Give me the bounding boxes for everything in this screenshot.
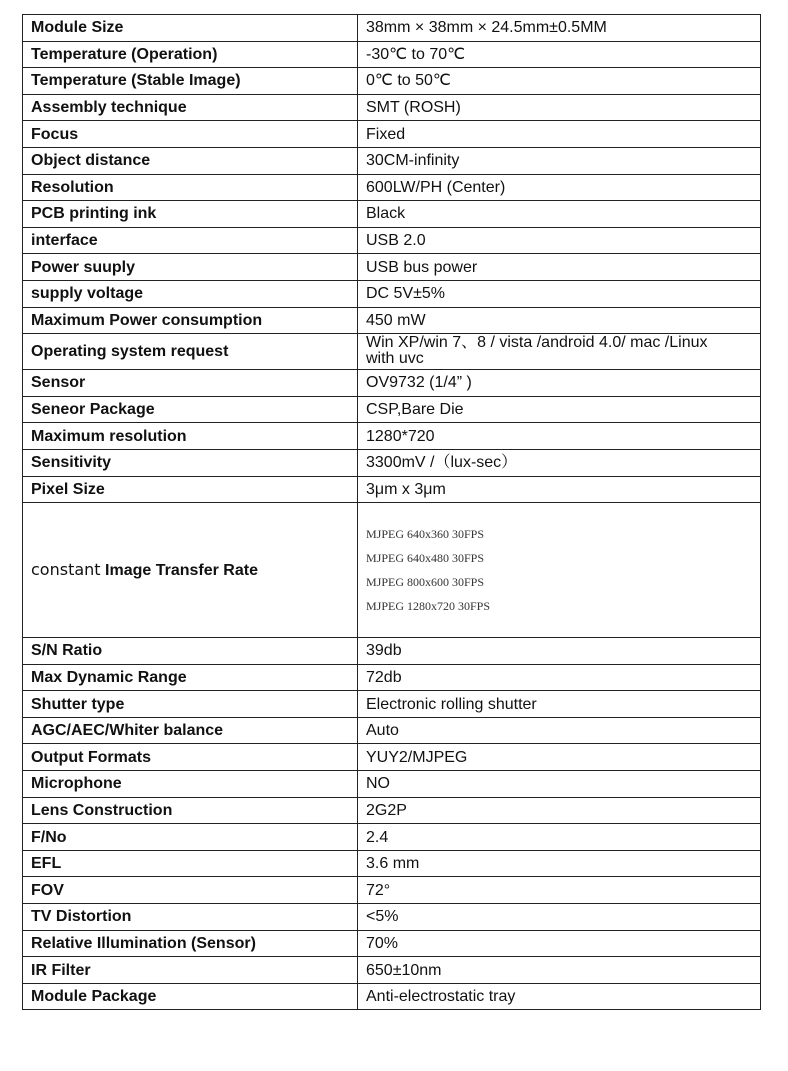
table-row [23,41,761,68]
spec-value: <5% [358,904,761,931]
transfer-rate-line: MJPEG 800x600 30FPS [366,575,485,590]
spec-value: SMT (ROSH) [358,94,761,121]
spec-label: Focus [23,121,358,148]
table-row [23,744,761,771]
table-row [23,254,761,281]
spec-value: 2.4 [358,824,761,851]
table-row [23,664,761,691]
spec-value: Anti-electrostatic tray [358,983,761,1010]
spec-label: EFL [23,850,358,877]
spec-value-line: Win XP/win 7、8 / vista /android 4.0/ mac /Linux [366,334,708,352]
spec-label: Module Size [23,15,358,42]
spec-value: 30CM-infinity [358,147,761,174]
spec-value: 600LW/PH (Center) [358,174,761,201]
spec-label: Module Package [23,983,358,1010]
spec-value: 0℃ to 50℃ [358,68,761,95]
spec-label: Assembly technique [23,94,358,121]
table-row [23,370,761,397]
table-row [23,850,761,877]
spec-label: IR Filter [23,957,358,984]
spec-label: Temperature (Operation) [23,41,358,68]
spec-value: 70% [358,930,761,957]
table-row [23,797,761,824]
table-row [23,307,761,334]
table-row [23,957,761,984]
table-row [23,476,761,503]
table-row [23,638,761,665]
spec-label [23,503,358,638]
spec-value: NO [358,771,761,798]
table-row [23,280,761,307]
spec-value: 3300mV /（lux-sec） [358,449,761,476]
spec-value-line: with uvc [366,350,424,368]
transfer-rate-line: MJPEG 1280x720 30FPS [366,599,491,614]
spec-label: Resolution [23,174,358,201]
table-row [23,15,761,42]
spec-value [358,334,761,370]
spec-label-prefix: constant [31,560,101,580]
spec-label: Maximum Power consumption [23,307,358,334]
spec-value: OV9732 (1/4” ) [358,370,761,397]
spec-value: 2G2P [358,797,761,824]
spec-label: Operating system request [23,334,358,370]
spec-label: Max Dynamic Range [23,664,358,691]
spec-label: Microphone [23,771,358,798]
spec-value: USB 2.0 [358,227,761,254]
spec-value: 72db [358,664,761,691]
table-row [23,121,761,148]
table-row [23,396,761,423]
spec-label: S/N Ratio [23,638,358,665]
transfer-rate-line: MJPEG 640x480 30FPS [366,551,485,566]
spec-value: Electronic rolling shutter [358,691,761,718]
table-row [23,423,761,450]
table-row [23,691,761,718]
table-row [23,227,761,254]
spec-value: Fixed [358,121,761,148]
table-row [23,68,761,95]
table-row [23,94,761,121]
spec-label: supply voltage [23,280,358,307]
spec-value: Auto [358,717,761,744]
spec-label: FOV [23,877,358,904]
spec-label: Temperature (Stable Image) [23,68,358,95]
table-row [23,174,761,201]
table-row [23,824,761,851]
spec-label: Sensor [23,370,358,397]
table-row [23,449,761,476]
table-row [23,503,761,638]
spec-label-text: Image Transfer Rate [105,562,258,580]
spec-value: USB bus power [358,254,761,281]
table-row [23,904,761,931]
spec-value: -30℃ to 70℃ [358,41,761,68]
spec-label: Pixel Size [23,476,358,503]
spec-label: Power suuply [23,254,358,281]
spec-label: Object distance [23,147,358,174]
spec-value: Black [358,201,761,228]
spec-value: 450 mW [358,307,761,334]
spec-label: Relative Illumination (Sensor) [23,930,358,957]
spec-label: Output Formats [23,744,358,771]
spec-label: Seneor Package [23,396,358,423]
spec-value [358,503,761,638]
spec-label: Shutter type [23,691,358,718]
spec-label: Sensitivity [23,449,358,476]
spec-value: 72° [358,877,761,904]
table-row [23,201,761,228]
table-row [23,717,761,744]
spec-value: 3.6 mm [358,850,761,877]
table-row [23,334,761,370]
transfer-rate-line: MJPEG 640x360 30FPS [366,527,485,542]
table-row [23,877,761,904]
spec-label: AGC/AEC/Whiter balance [23,717,358,744]
spec-label: PCB printing ink [23,201,358,228]
spec-value: YUY2/MJPEG [358,744,761,771]
table-row [23,983,761,1010]
spec-value: 3μm x 3μm [358,476,761,503]
spec-value: DC 5V±5% [358,280,761,307]
table-row [23,771,761,798]
spec-label: Lens Construction [23,797,358,824]
spec-value: CSP,Bare Die [358,396,761,423]
spec-label: Maximum resolution [23,423,358,450]
spec-label: interface [23,227,358,254]
spec-label: F/No [23,824,358,851]
spec-value: 650±10nm [358,957,761,984]
spec-label: TV Distortion [23,904,358,931]
table-row [23,930,761,957]
spec-value: 39db [358,638,761,665]
spec-table [22,14,761,1010]
spec-value: 1280*720 [358,423,761,450]
spec-value: 38mm × 38mm × 24.5mm±0.5MM [358,15,761,42]
table-row [23,147,761,174]
